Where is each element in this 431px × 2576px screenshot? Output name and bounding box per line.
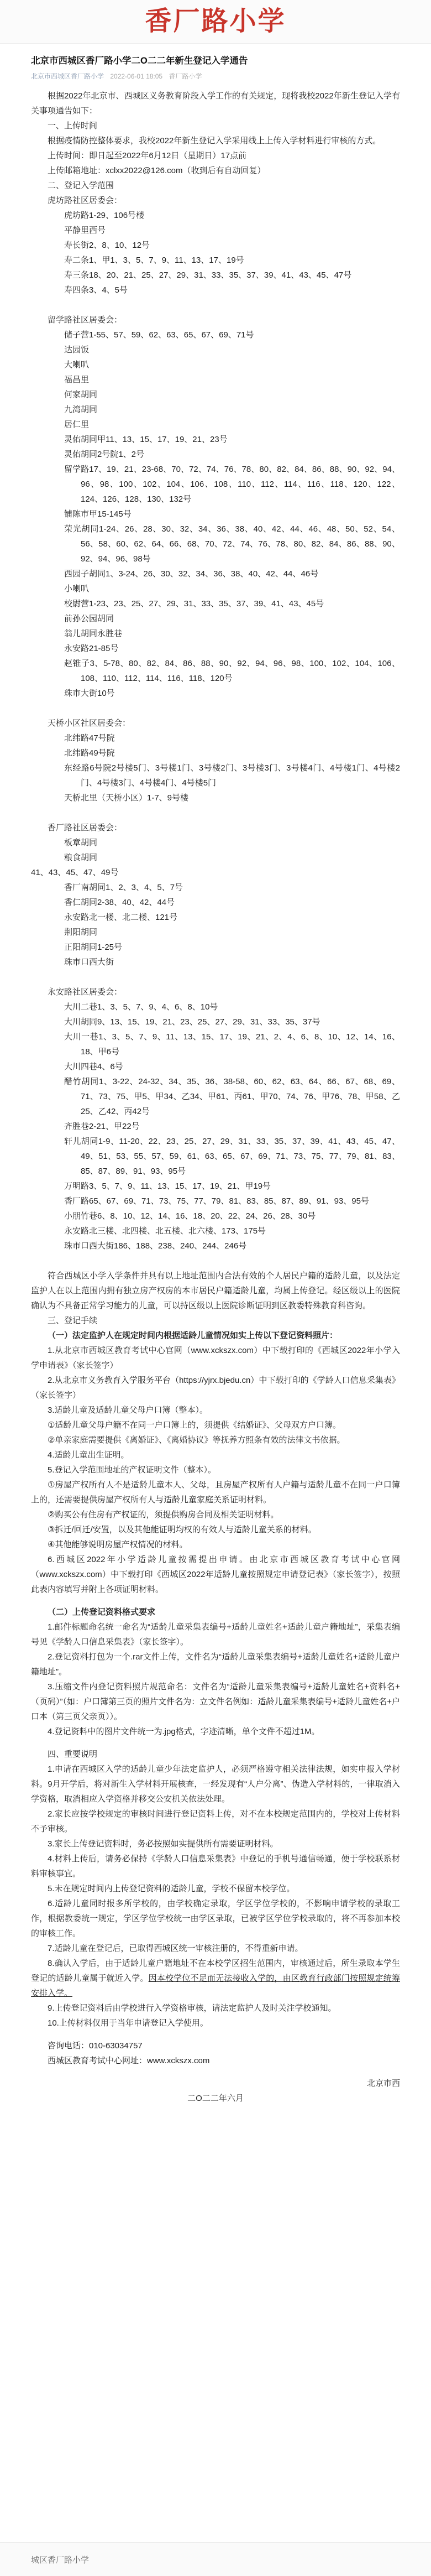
address-line: 寿长街2、8、10、12号 (64, 241, 150, 250)
notice-item: 9.上传登记资料后由学校进行入学资格审核，请法定监护人及时关注学校通知。 (48, 2003, 337, 2013)
address-line: 翁儿胡同永胜巷 (64, 629, 123, 638)
requirement-item: 2.从北京市义务教育入学服务平台（https://yjrx.bjedu.cn）中下载打印的《学龄人口信息采集表》（家长签字） (31, 1376, 400, 1400)
address-line: 珠市口西大街 (64, 957, 114, 967)
section-1-p1: 根据疫情防控整体要求，我校2022年新生登记入学采用线上上传入学材料进行审核的方式。 (48, 136, 381, 145)
requirement-subitem: ②单亲家庭需要提供《离婚证》、《离婚协议》等抚养方照条有效的法律文书依据。 (48, 1435, 345, 1445)
community-liuxue: 留学路社区居委会： (48, 315, 123, 325)
address-line: 灵佑胡同2号院1、2号 (64, 450, 145, 459)
community-hufang: 虎坊路社区居委会： (48, 196, 123, 205)
article-title: 北京市西城区香厂路小学二O二二年新生登记入学通告 (31, 56, 248, 66)
address-line: 大川胡同9、13、15、19、21、23、25、27、29、31、33、35、37号 (64, 1017, 320, 1027)
address-line: 居仁里 (64, 420, 90, 429)
requirement-item: 1.从北京市西城区教育考试中心官网（www.xckszx.com）中下载打印的《西城区2022年小学入学申请表》（家长签字） (31, 1346, 400, 1370)
requirement-subitem: ③拆迁/回迁/安置，以及其他能证明均权的有效人与适龄儿童关系的材料。 (48, 1525, 317, 1534)
address-line: 寿二条1、甲1、3、5、7、9、11、13、17、19号 (64, 256, 244, 265)
spacer (31, 2031, 400, 2038)
address-line: 41、43、45、47、49号 (31, 868, 119, 877)
address-line: 寿三条18、20、21、25、27、29、31、33、35、37、39、41、43、45、47号 (64, 270, 352, 280)
spacer (31, 805, 400, 820)
address-line: 大川四巷4、6号 (64, 1062, 123, 1071)
address-line: 铺陈市甲15-145号 (64, 509, 132, 519)
spacer (31, 1739, 400, 1747)
address-line: 大喇叭 (64, 360, 90, 370)
address-line: 何家胡同 (64, 390, 98, 399)
requirement-item: 3.适龄儿童及适龄儿童父母户口簿（整本）。 (48, 1406, 208, 1415)
address-line: 永安路北一楼、北二楼、121号 (64, 913, 178, 922)
notice-item-text: 8.确认入学后，由于适龄儿童户籍地址不在本校学区招生范围内，审核通过后，所生录取本学生登记的适龄儿童属于就近入学。 (31, 1959, 400, 1983)
notice-item: 7.适龄儿童在登记后，已取得西城区统一审核注册的，不得重新申请。 (48, 1944, 303, 1953)
spacer (31, 701, 400, 716)
address-line: 醋竹胡同1、3-22、24-32、34、35、36、38-58、60、62、63、64、66、67、68、69、71、73、75、甲5、甲34、乙34、甲61、丙61、甲70、74、76、甲76、78、甲58、乙25、乙42、丙42号 (64, 1077, 400, 1116)
spacer (31, 1597, 400, 1605)
notice-item: 1.申请在西城区入学的适龄儿童少年法定监护人，必须严格遵守相关法律法规，如实申报入学材料。9月开学后，将对新生入学材料开展核查，一经发现有“人户分离”、伪造入学材料的，一律取消入学资格，取消相应入学资格并移交公安机关依法处理。 (31, 1765, 400, 1804)
section-1-heading: 一、上传时间 (48, 121, 98, 131)
article-meta (31, 71, 400, 81)
address-line: 天桥北里（天桥小区）1-7、9号楼 (64, 793, 189, 803)
notice-item: 2.家长应按学校规定的审核时间进行登记资料上传，对不在本校规定范围内的，学校对上传材料不予审核。 (31, 1809, 400, 1834)
article-source: 香厂路小学 (169, 72, 202, 80)
requirement-subitem: ①房屋产权所有人不是适龄儿童本人、父母，且房屋产权所有人户籍与适龄儿童不在同一户口簿上的，还需要提供房屋产权所有人与适龄儿童家庭关系证明材料。 (31, 1480, 400, 1505)
address-line: 小朋竹巷6、8、10、12、14、16、18、20、22、24、26、28、30号 (64, 1211, 316, 1221)
format-item: 1.邮件标题命名统一命名为“适龄儿童采集表编号+适龄儿童姓名+适龄儿童户籍地址”，采集表编号见《学龄人口信息采集表》（家长签字）。 (31, 1622, 400, 1647)
address-line: 北纬路49号院 (64, 748, 115, 758)
address-line: 齐胜巷2-21、甲22号 (64, 1122, 140, 1131)
footer-bar (0, 2542, 431, 2576)
address-line: 留学路17、19、21、23-68、70、72、74、76、78、80、82、84、86、88、90、92、94、96、98、100、102、104、106、108、110、112、114、116、118、120、122、124、126、128、130、132号 (64, 465, 400, 504)
contact-website[interactable]: 西城区教育考试中心网址：www.xckszx.com (48, 2056, 210, 2065)
notice-item: 10.上传材料仅用于当年申请登记入学使用。 (48, 2018, 208, 2028)
address-line: 珠市口西大街186、188、238、240、244、246号 (64, 1241, 247, 1251)
eligibility-note: 符合西城区小学入学条件并具有以上地址范围内合法有效的个人居民户籍的适龄儿童，以及法定监护人在以上范围内拥有独立房产权房的本市居民户籍适龄儿童，均属上传登记。经区级以上的医院确认为不具备正常学习能力的儿童，可以持区级以上医院诊断证明到区教委特殊教育科咨询。 (31, 1271, 400, 1310)
requirement-subitem: ④其他能够说明房屋产权情况的材料。 (48, 1540, 188, 1549)
address-line: 正阳胡同1-25号 (64, 943, 123, 952)
signature-org: 北京市西 (366, 2079, 400, 2088)
article-date: 2022-06-01 18:05 (110, 72, 163, 80)
section-3-heading: 三、登记手续 (48, 1316, 98, 1325)
address-line: 香厂路65、67、69、71、73、75、77、79、81、83、85、87、89、91、93、95号 (64, 1196, 369, 1206)
address-line: 珠市大街10号 (64, 689, 115, 698)
address-line: 香厂南胡同1、2、3、4、5、7号 (64, 883, 183, 892)
address-line: 小喇叭 (64, 584, 90, 594)
format-item: 4.登记资料中的图片文件统一为.jpg格式，字迹清晰，单个文件不超过1M。 (48, 1727, 320, 1736)
notice-item-underlined: 因本校学位不足而无法接收入学的，由区教育行政部门按照规定统筹安排入学。 (31, 1974, 400, 1998)
section-4-heading: 四、重要说明 (48, 1750, 98, 1759)
address-line: 永安路21-85号 (64, 644, 119, 653)
address-line: 赵锥子3、5-78、80、82、84、86、88、90、92、94、96、98、100、102、104、106、108、110、112、114、116、118、120号 (64, 659, 400, 683)
community-xiangchang: 香厂路社区居委会： (48, 823, 123, 832)
address-line: 前孙公园胡同 (64, 614, 114, 623)
address-line: 永安路北三楼、北四楼、北五楼、北六楼、173、175号 (64, 1226, 266, 1236)
school-name: 香厂路小学 (145, 7, 286, 36)
section-3b-heading: （二）上传登记资料格式要求 (48, 1607, 156, 1617)
notice-item: 6.适龄儿童同时报多所学校的，由学校确定录取，学区学位学校的，不影响申请学校的录取工作，根据教委统一规定，学区学位学校统一由学区录取，已被学区学位学校录取的，将不再参加本校的审核工作。 (31, 1899, 400, 1938)
address-line: 粮食胡同 (64, 853, 98, 862)
address-line: 西园子胡同1、3-24、26、30、32、34、36、38、40、42、44、46号 (64, 569, 319, 579)
section-2-heading: 二、登记入学范围 (48, 181, 114, 190)
address-line: 达园饭 (64, 345, 90, 355)
notice-item: 4.材料上传后，请务必保持《学龄人口信息采集表》中登记的手机号通信畅通，便于学校联系材料审核事宜。 (31, 1854, 400, 1878)
community-yongan: 永安路社区居委会： (48, 987, 123, 997)
signature-date: 二O二二年六月 (187, 2094, 244, 2103)
article (0, 55, 431, 2106)
address-line: 北纬路47号院 (64, 733, 115, 743)
address-line: 福昌里 (64, 375, 90, 384)
address-line: 大川一巷1、3、5、7、9、11、13、15、17、19、21、2、4、6、8、10、12、14、16、18、甲6号 (64, 1032, 400, 1057)
footer-label: 城区香厂路小学 (31, 2556, 90, 2565)
address-line: 大川二巷1、3、5、7、9、4、6、8、10号 (64, 1002, 218, 1012)
address-line: 虎坊路1-29、106号楼 (64, 211, 145, 220)
intro-paragraph: 根据2022年北京市、西城区义务教育阶段入学工作的有关规定，现将我校2022年新生登记入学有关事项通告如下： (31, 91, 400, 116)
address-line: 平静里西号 (64, 226, 106, 235)
requirement-item: 6.西城区2022年小学适龄儿童按需提出申请。由北京市西城区教育考试中心官网（www.xckszx.com）中下载打印《西城区2022年适龄儿童按照规定申请登记表》（家长签字），按照此表内容填写并附上各项证明材料。 (31, 1555, 400, 1594)
section-3a-heading: （一）法定监护人在规定时间内根据适龄儿童情况如实上传以下登记资料照片： (48, 1331, 338, 1340)
address-line: 荣光胡同1-24、26、28、30、32、34、36、38、40、42、44、46、48、50、52、54、56、58、60、62、64、66、68、70、72、74、76、78、80、82、84、86、88、90、92、94、96、98号 (64, 524, 400, 564)
contact-phone: 咨询电话：010-63034757 (48, 2041, 143, 2051)
address-line: 香仁胡同2-38、40、42、44号 (64, 898, 175, 907)
section-1-p3: 上传邮箱地址：xclxx2022@126.com（收到后有自动回复） (48, 166, 266, 175)
spacer (31, 298, 400, 313)
format-item: 2.登记资料打包为一个.rar文件上传，文件名为“适龄儿童采集表编号+适龄儿童姓名+适龄儿童户籍地址”。 (31, 1652, 400, 1677)
notice-item: 3.家长上传登记资料时，务必按照如实提供所有需要证明材料。 (48, 1839, 278, 1849)
requirement-item: 5.登记入学范围地址的产权证明文件（整本）。 (48, 1465, 217, 1475)
requirement-item: 4.适龄儿童出生证明。 (48, 1450, 129, 1460)
article-author[interactable]: 北京市西城区香厂路小学 (31, 72, 104, 80)
community-tianqiao: 天桥小区社区居委会： (48, 719, 131, 728)
address-line: 灵佑胡同甲11、13、15、17、19、21、23号 (64, 435, 228, 444)
address-line: 荆阳胡同 (64, 928, 98, 937)
spacer (31, 970, 400, 985)
spacer (31, 1253, 400, 1268)
notice-item (31, 1956, 400, 2001)
address-line: 九湾胡同 (64, 405, 98, 414)
requirement-subitem: ①适龄儿童父母户籍不在同一户口簿上的，须提供《结婚证》、父母双方户口簿。 (48, 1420, 341, 1430)
address-line: 寿四条3、4、5号 (64, 285, 128, 295)
requirement-subitem: ②购买公有住房有产权证的，须提供购房合同及相关证明材料。 (48, 1510, 279, 1519)
spacer (31, 2068, 400, 2076)
address-line: 储子营1-55、57、59、62、63、65、67、69、71号 (64, 330, 254, 340)
address-line: 东经路6号院2号楼5门、3号楼1门、3号楼2门、3号楼3门、3号楼4门、4号楼1门、4号楼2门、4号楼3门、4号楼4门、4号楼5门 (64, 763, 400, 788)
format-item: 3.压缩文件内登记资料照片规范命名：文件名为“适龄儿童采集表编号+适龄儿童姓名+资料名+（页码）”（如：户口簿第三页的照片文件名为：立文件名例如：适龄儿童采集表编号+适龄儿童姓名+户口本（第三页父亲页））。 (31, 1682, 400, 1721)
notice-item: 5.未在规定时间内上传登记资料的适龄儿童，学校不保留本校学位。 (48, 1884, 295, 1893)
address-line: 万明路3、5、7、9、11、13、15、17、19、21、甲19号 (64, 1182, 271, 1191)
header-banner (0, 0, 431, 44)
address-line: 校尉营1-23、23、25、27、29、31、33、35、37、39、41、43、45号 (64, 599, 324, 608)
address-line: 轩儿胡同1-9、11-20、22、23、25、27、29、31、33、35、37、39、41、43、45、47、49、51、53、55、57、59、61、63、65、67、69、71、73、75、77、79、81、83、85、87、89、91、93、95号 (64, 1137, 400, 1176)
section-1-p2: 上传时间：即日起至2022年6月12日（星期日）17点前 (48, 151, 247, 160)
address-line: 板章胡同 (64, 838, 98, 847)
